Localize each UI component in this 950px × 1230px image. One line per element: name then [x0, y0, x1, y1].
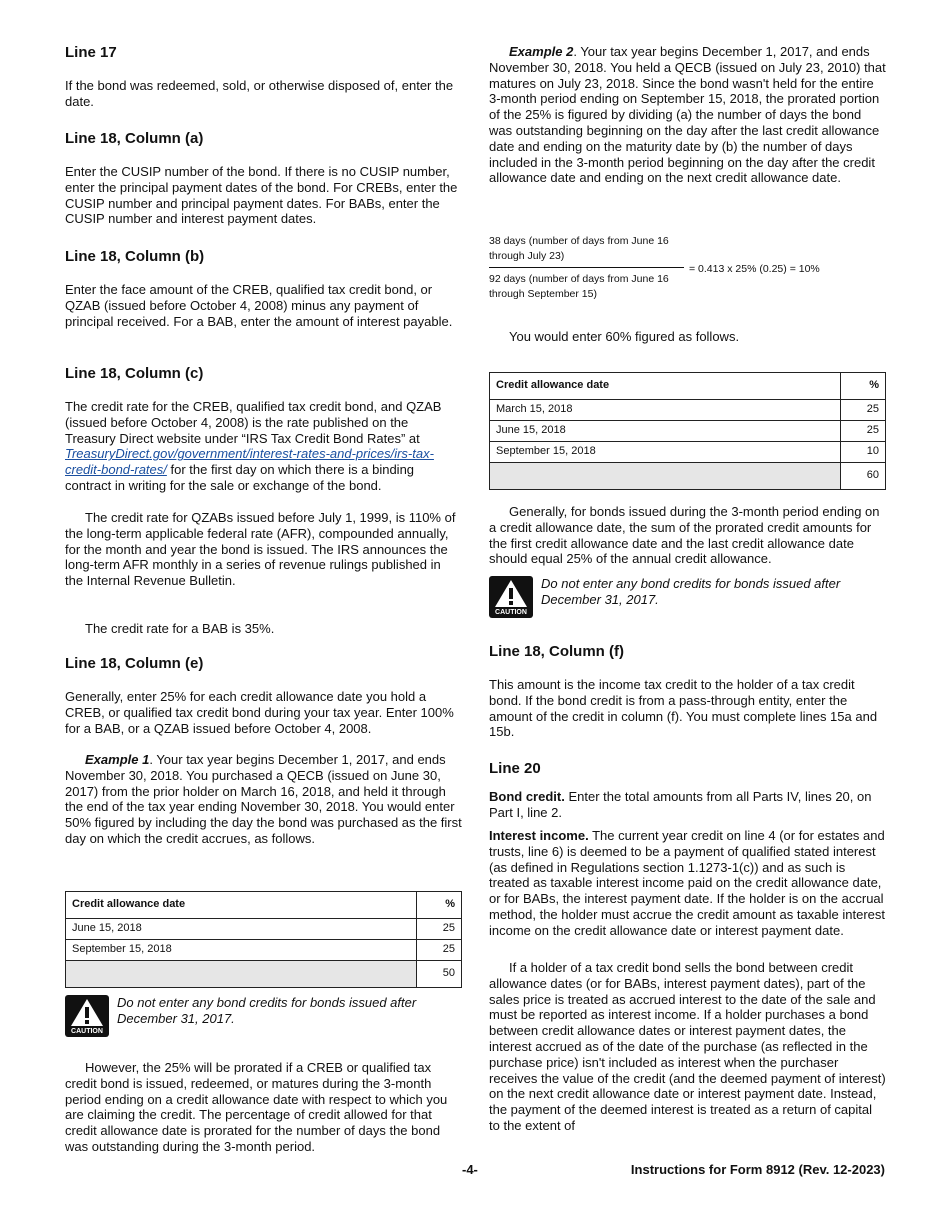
enter-60-text: You would enter 60% figured as follows.	[509, 329, 740, 344]
bond-credit-label: Bond credit.	[489, 789, 565, 804]
caution-text: Do not enter any bond credits for bonds issued after December 31, 2017.	[541, 576, 841, 607]
caution-note	[489, 576, 886, 618]
example1-label: Example 1	[85, 752, 150, 767]
table-header-row	[66, 892, 462, 919]
bond-credit-text: Enter the total amounts from all Parts IV, lines 20, on Part I, line 2.	[489, 789, 872, 820]
holder-text: If a holder of a tax credit bond sells the bond between credit allowance dates (or for BABs, interest payment dates), part of the sales price is treated as accrued interest to the date of the sale and must be reported as interest income. If a holder purchases a bond between credit allowance dates or interest payment dates, the interest accrued as of the date of the purchase (as reflected in the purchase price) isn't included as interest when the purchaser receives the value of the credit (and the deemed payment of interest) on the next credit allowance date or interest payment date. Instead, the payment of the deemed interest is treated as a return of capital to the extent of	[489, 960, 886, 1133]
caution-label: CAUTION	[71, 1028, 103, 1035]
treasury-direct-link[interactable]: TreasuryDirect.gov/government/interest-rates-and-prices/irs-tax-credit-bond-rates/	[65, 446, 434, 478]
table-row	[490, 442, 886, 463]
caution-icon	[65, 995, 109, 1037]
prorated-text: However, the 25% will be prorated if a CREB or qualified tax credit bond is issued, redeemed, or matures during the 3-month period ending on a credit allowance date with respect to which you are claiming the credit. The percentage of credit allowed for that credit allowance date is prorated for the number of days the bond was outstanding during the 3-month period.	[65, 1060, 448, 1154]
line20-heading: Line 20	[489, 760, 541, 777]
example1-text: . Your tax year begins December 1, 2017, and ends November 30, 2018. You purchased a QECB (issued on June 30, 2017) from the prior holder on March 16, 2018, and held it through the end of the tax year ending November 30, 2018. You would enter 50% figured by including the day the bond was purchased as the first day on which the credit accrues, as follows.	[65, 752, 462, 846]
left-column	[65, 0, 462, 1160]
caution-note	[65, 995, 462, 1037]
fraction-result: = 0.413 x 25% (0.25) = 10%	[689, 263, 820, 275]
table-row	[66, 919, 462, 940]
cell-date: September 15, 2018	[66, 940, 417, 961]
total-blank	[490, 463, 841, 490]
col-a-heading: Line 18, Column (a)	[65, 130, 204, 147]
col-e-heading: Line 18, Column (e)	[65, 655, 204, 672]
table-header-row	[490, 373, 886, 400]
col-b-heading: Line 18, Column (b)	[65, 248, 205, 265]
col-c-text-2: for the first day on which there is a binding contract in writing for the sale or exchange of the bond.	[65, 462, 415, 493]
cell-percent: 25	[417, 919, 462, 940]
col-c-text-1: The credit rate for the CREB, qualified tax credit bond, and QZAB (issued before October 4, 2008) is the rate published on the Treasury Direct website under “IRS Tax Credit Bond Rates” at	[65, 399, 442, 446]
col-c-text	[65, 399, 462, 494]
proration-fraction	[489, 234, 886, 302]
table-row	[66, 940, 462, 961]
col-a-text: Enter the CUSIP number of the bond. If there is no CUSIP number, enter the principal payment dates of the bond. For CREBs, enter the CUSIP number and principal payment dates. For BABs, enter the CUSIP number and interest payment dates.	[65, 164, 458, 227]
bab-rate-text: The credit rate for a BAB is 35%.	[85, 621, 275, 636]
interest-income-para	[489, 828, 886, 939]
table-total-row	[490, 463, 886, 490]
cell-date: June 15, 2018	[490, 421, 841, 442]
cell-date: June 15, 2018	[66, 919, 417, 940]
col-f-text: This amount is the income tax credit to the holder of a tax credit bond. If the bond credit is from a pass-through entity, enter the amount of the credit in column (f). You must complete lines 15a and 15b.	[489, 677, 878, 740]
caution-label: CAUTION	[495, 609, 527, 616]
col-b-text: Enter the face amount of the CREB, qualified tax credit bond, or QZAB (issued before October 4, 2008) minus any payment of principal received. For a BAB, enter the amount of interest payable.	[65, 282, 453, 329]
cell-total: 60	[841, 463, 886, 490]
total-blank	[66, 961, 417, 988]
table-row	[490, 400, 886, 421]
table1	[65, 891, 462, 988]
example1	[65, 752, 462, 847]
caution-text: Do not enter any bond credits for bonds issued after December 31, 2017.	[117, 995, 417, 1026]
example2	[489, 44, 886, 186]
header-date: Credit allowance date	[490, 373, 841, 400]
cell-date: March 15, 2018	[490, 400, 841, 421]
right-column	[489, 0, 886, 1160]
fraction-numerator: 38 days (number of days from June 16 through July 23)	[489, 234, 684, 268]
table-row	[490, 421, 886, 442]
example2-label: Example 2	[509, 44, 574, 59]
line17-text: If the bond was redeemed, sold, or otherwise disposed of, enter the date.	[65, 78, 454, 109]
line17-heading: Line 17	[65, 44, 117, 61]
cell-percent: 25	[841, 421, 886, 442]
caution-icon	[489, 576, 533, 618]
fraction-denominator: 92 days (number of days from June 16 through September 15)	[489, 273, 669, 300]
col-f-heading: Line 18, Column (f)	[489, 643, 624, 660]
header-percent: %	[841, 373, 886, 400]
page-number: -4-	[462, 1162, 478, 1177]
qzab-rate-text: The credit rate for QZABs issued before July 1, 1999, is 110% of the long-term applicable federal rate (AFR), compounded annually, for the month and year the bond is issued. The IRS announces the long-term AFR monthly in a series of revenue rulings published in the Internal Revenue Bulletin.	[65, 510, 456, 589]
interest-income-label: Interest income.	[489, 828, 589, 843]
header-percent: %	[417, 892, 462, 919]
interest-income-text: The current year credit on line 4 (or for estates and trusts, line 6) is deemed to be a payment of qualified stated interest (as defined in Regulations section 1.1273-1(c)) and as such is treated as taxable interest income paid on the credit allowance date, or for BABs, the interest payment date. If the holder is on the accrual method, the holder must accrue the credit amount as taxable interest income on the credit allowance date or interest payment date.	[489, 828, 885, 938]
header-date: Credit allowance date	[66, 892, 417, 919]
col-e-text: Generally, enter 25% for each credit allowance date you hold a CREB, or qualified tax credit bond during your tax year. Enter 100% for a BAB, or a QZAB issued before October 4, 2008.	[65, 689, 454, 736]
table2	[489, 372, 886, 490]
cell-total: 50	[417, 961, 462, 988]
table-total-row	[66, 961, 462, 988]
cell-date: September 15, 2018	[490, 442, 841, 463]
cell-percent: 10	[841, 442, 886, 463]
generally-text: Generally, for bonds issued during the 3-month period ending on a credit allowance date, the sum of the prorated credit amounts for the first credit allowance date and the last credit allowance date should equal 25% of the annual credit allowance.	[489, 504, 880, 567]
example2-text: . Your tax year begins December 1, 2017, and ends November 30, 2018. You held a QECB (issued on July 23, 2010) that matures on July 23, 2018. Since the bond wasn't held for the entire 3-month period ending on September 15, 2018, the prorated portion of the 25% is figured by dividing (a) the number of days the bond was outstanding beginning on the day after the last credit allowance date and ending on the maturity date by (b) the number of days included in the 3-month period beginning on the day after the credit allowance date and ending on the next credit allowance date.	[489, 44, 886, 186]
bond-credit-para	[489, 789, 886, 821]
cell-percent: 25	[417, 940, 462, 961]
form-footer-title: Instructions for Form 8912 (Rev. 12-2023)	[630, 1162, 885, 1177]
col-c-heading: Line 18, Column (c)	[65, 365, 204, 382]
cell-percent: 25	[841, 400, 886, 421]
